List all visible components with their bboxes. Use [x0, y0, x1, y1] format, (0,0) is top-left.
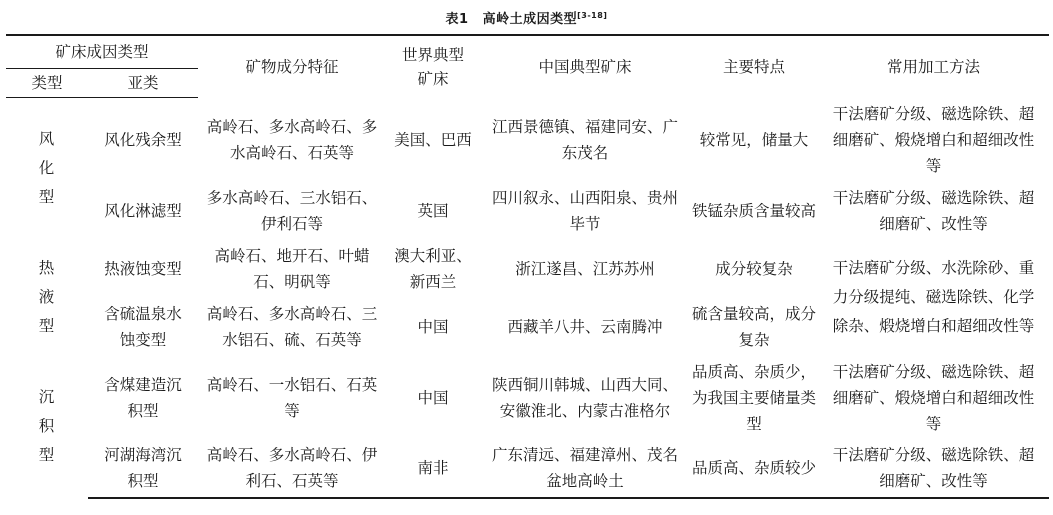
subtype-text: 含煤建造沉积型 [104, 375, 182, 420]
feature-cell: 较常见，储量大 [699, 130, 809, 149]
feature-text: 硫含量较高，成分复杂 [692, 304, 817, 349]
table-row [6, 182, 1049, 240]
subtype-text: 含硫温泉水蚀变型 [104, 304, 182, 349]
reference-marker: [3-18] [577, 11, 608, 20]
header-world-text: 世界典型矿床 [402, 45, 465, 88]
mineral-text: 高岭石、地开石、叶蜡石、明矾等 [214, 246, 370, 291]
feature-cell: 成分较复杂 [715, 259, 793, 278]
subtype-text: 风化淋滤型 [104, 201, 182, 220]
china-cell: 西藏羊八井、云南腾冲 [507, 317, 663, 336]
header-world [386, 35, 480, 98]
table-caption [0, 8, 1053, 27]
subtype-cell [88, 298, 198, 356]
subtype-text: 河湖海湾沉积型 [104, 446, 182, 490]
header-deposit-genesis: 矿床成因类型 [6, 35, 198, 69]
type-char: 热 [38, 259, 56, 277]
table-row [6, 356, 1049, 440]
feature-text: 品质高、杂质少，为我国主要储量类型 [692, 362, 817, 433]
type-char: 液 [38, 288, 56, 306]
type-weathering [6, 98, 88, 240]
mineral-text: 多水高岭石、三水铝石、伊利石等 [206, 188, 378, 233]
subtype-text: 热液蚀变型 [104, 259, 182, 278]
mineral-cell [198, 98, 386, 182]
subtype-cell [88, 98, 198, 182]
mineral-text: 高岭石、多水高岭石、伊利石、石英等 [206, 446, 378, 490]
feature-text: 铁锰杂质含量较高 [692, 201, 817, 220]
process-text: 干法磨矿分级、磁选除铁、超细磨矿、煅烧增白和超细改性等 [832, 104, 1035, 175]
type-char: 化 [38, 159, 56, 178]
china-cell [480, 356, 690, 440]
china-cell [480, 98, 690, 182]
world-cell: 中国 [417, 388, 449, 407]
mineral-text: 高岭石、多水高岭石、多水高岭石、石英等 [206, 117, 378, 162]
process-cell [818, 356, 1049, 440]
kaolin-genesis-table [6, 34, 1049, 499]
mineral-cell [198, 240, 386, 298]
process-text: 干法磨矿分级、磁选除铁、超细磨矿、改性等 [832, 446, 1035, 490]
china-cell: 浙江遂昌、江苏苏州 [515, 259, 655, 278]
type-hydrothermal [6, 240, 88, 356]
type-char: 积 [38, 417, 56, 435]
china-cell [480, 440, 690, 498]
china-text: 陕西铜川韩城、山西大同、安徽淮北、内蒙古准格尔 [492, 375, 679, 420]
process-text: 干法磨矿分级、磁选除铁、超细磨矿、改性等 [832, 188, 1035, 233]
world-text: 澳大利亚、新西兰 [394, 246, 472, 291]
feature-cell [690, 440, 818, 498]
mineral-cell [198, 182, 386, 240]
world-cell: 中国 [417, 317, 449, 336]
process-cell [818, 182, 1049, 240]
header-type: 类型 [6, 69, 88, 98]
subtype-cell [88, 240, 198, 298]
type-char: 沉 [38, 388, 56, 406]
feature-cell [690, 298, 818, 356]
header-process: 常用加工方法 [818, 35, 1049, 98]
china-text: 广东清远、福建漳州、茂名盆地高岭土 [492, 446, 679, 490]
process-cell [818, 240, 1049, 356]
mineral-cell [198, 440, 386, 498]
world-cell: 美国、巴西 [394, 130, 472, 149]
type-char: 型 [38, 317, 56, 335]
type-sedimentary [6, 356, 88, 498]
table-row [6, 98, 1049, 182]
mineral-cell [198, 356, 386, 440]
china-text: 四川叙永、山西阳泉、贵州毕节 [492, 188, 679, 233]
process-cell [818, 440, 1049, 498]
table-title: 高岭土成因类型 [482, 12, 578, 27]
process-cell [818, 98, 1049, 182]
type-char: 风 [38, 130, 56, 149]
feature-cell [690, 182, 818, 240]
header-feature: 主要特点 [690, 35, 818, 98]
header-subtype: 亚类 [88, 69, 198, 98]
mineral-text: 高岭石、多水高岭石、三水铝石、硫、石英等 [206, 304, 378, 349]
process-text: 干法磨矿分级、磁选除铁、超细磨矿、煅烧增白和超细改性等 [832, 362, 1035, 433]
table-number: 表1 [445, 12, 469, 27]
feature-text: 品质高、杂质较少 [692, 459, 817, 477]
subtype-cell [88, 440, 198, 498]
table-row [6, 240, 1049, 298]
header-mineral: 矿物成分特征 [198, 35, 386, 98]
process-text: 干法磨矿分级、水洗除砂、重力分级提纯、磁选除铁、化学除杂、煅烧增白和超细改性等 [832, 259, 1035, 335]
header-china: 中国典型矿床 [480, 35, 690, 98]
world-cell: 南非 [386, 440, 480, 498]
subtype-cell [88, 182, 198, 240]
mineral-text: 高岭石、一水铝石、石英等 [206, 375, 378, 420]
china-cell [480, 182, 690, 240]
subtype-cell [88, 356, 198, 440]
type-char: 型 [38, 188, 56, 207]
table-row [6, 440, 1049, 498]
subtype-text: 风化残余型 [104, 130, 182, 149]
world-cell: 英国 [417, 201, 449, 220]
mineral-cell [198, 298, 386, 356]
china-text: 江西景德镇、福建同安、广东茂名 [492, 117, 679, 162]
type-char: 型 [38, 446, 56, 464]
world-cell [386, 240, 480, 298]
feature-cell [690, 356, 818, 440]
